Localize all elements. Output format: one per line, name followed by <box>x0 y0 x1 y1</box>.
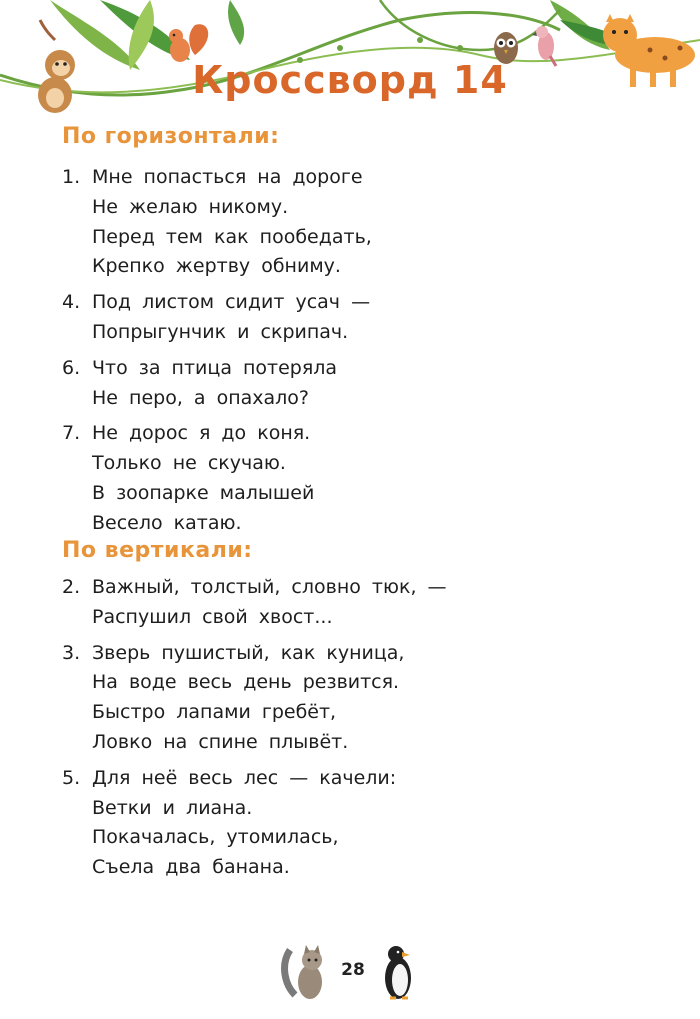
riddle-line <box>62 823 447 853</box>
riddle-indent <box>62 479 92 509</box>
riddle-line <box>62 509 372 539</box>
riddle-text: Зверь пушистый, как куница, <box>92 641 405 664</box>
across-riddles <box>62 163 372 545</box>
riddle-line <box>62 853 447 883</box>
riddle-indent <box>62 509 92 539</box>
riddle-number: 2. <box>62 576 81 598</box>
riddle-line <box>62 668 447 698</box>
riddle-line <box>62 764 447 794</box>
riddle-text: Важный, толстый, словно тюк, — <box>92 576 447 598</box>
riddle-line <box>62 223 372 253</box>
riddle-text: Ветки и лиана. <box>92 796 253 819</box>
riddle-text: Перед тем как пообедать, <box>92 225 372 248</box>
riddle-line <box>62 354 372 384</box>
page-number: 28 <box>341 960 365 980</box>
riddle-line <box>62 794 447 824</box>
riddle-4 <box>62 288 372 348</box>
riddle-indent <box>62 603 92 633</box>
riddle-7 <box>62 419 372 538</box>
riddle-text: На воде весь день резвится. <box>92 671 400 694</box>
riddle-6 <box>62 354 372 414</box>
across-heading: По горизонтали: <box>62 124 280 149</box>
riddle-indent <box>62 449 92 479</box>
riddle-line <box>62 252 372 282</box>
riddle-indent <box>62 668 92 698</box>
squirrel-icon <box>169 24 208 62</box>
riddle-line <box>62 193 372 223</box>
riddle-indent <box>62 794 92 824</box>
riddle-indent <box>62 384 92 414</box>
riddle-1 <box>62 163 372 282</box>
riddle-number: 1. <box>62 166 81 188</box>
riddle-text: Ловко на спине плывёт. <box>92 730 349 753</box>
riddle-number: 4. <box>62 291 81 314</box>
down-riddles <box>62 573 447 889</box>
riddle-indent <box>62 252 92 282</box>
riddle-text: Не перо, а опахало? <box>92 386 310 409</box>
riddle-indent <box>62 728 92 758</box>
riddle-line <box>62 384 372 414</box>
page-title: Кроссворд 14 <box>192 58 508 102</box>
riddle-text: Что за птица потеряла <box>92 356 338 379</box>
riddle-indent <box>62 223 92 253</box>
riddle-indent <box>62 853 92 883</box>
riddle-text: Для неё весь лес — качели: <box>92 766 397 789</box>
riddle-text: Попрыгунчик и скрипач. <box>92 320 349 343</box>
riddle-line <box>62 479 372 509</box>
riddle-text: Не желаю никому. <box>92 195 289 218</box>
riddle-number: 5. <box>62 766 81 789</box>
down-heading: По вертикали: <box>62 538 253 563</box>
riddle-text: В зоопарке малышей <box>92 481 315 504</box>
riddle-line <box>62 163 372 193</box>
riddle-text: Покачалась, утомилась, <box>92 826 339 849</box>
riddle-text: Под листом сидит усач — <box>92 291 371 314</box>
riddle-indent <box>62 193 92 223</box>
riddle-line <box>62 449 372 479</box>
riddle-line <box>62 603 447 633</box>
riddle-line <box>62 698 447 728</box>
riddle-text: Мне попасться на дороге <box>92 166 363 188</box>
riddle-text: Крепко жертву обниму. <box>92 255 341 278</box>
riddle-line <box>62 318 372 348</box>
riddle-line <box>62 639 447 669</box>
riddle-text: Съела два банана. <box>92 856 290 879</box>
riddle-text: Распушил свой хвост... <box>92 605 333 628</box>
riddle-line <box>62 573 447 603</box>
riddle-text: Весело катаю. <box>92 511 242 534</box>
riddle-line <box>62 728 447 758</box>
riddle-indent <box>62 318 92 348</box>
riddle-line <box>62 288 372 318</box>
riddle-5 <box>62 764 447 883</box>
riddle-text: Не дорос я до коня. <box>92 422 311 445</box>
riddle-indent <box>62 823 92 853</box>
raccoon-icon <box>280 940 330 1002</box>
riddle-line <box>62 419 372 449</box>
riddle-number: 3. <box>62 641 81 664</box>
riddle-text: Быстро лапами гребёт, <box>92 701 337 724</box>
riddle-number: 7. <box>62 422 81 445</box>
riddle-number: 6. <box>62 356 81 379</box>
penguin-icon <box>378 942 418 1002</box>
riddle-text: Только не скучаю. <box>92 452 286 475</box>
riddle-3 <box>62 639 447 758</box>
riddle-indent <box>62 698 92 728</box>
riddle-2 <box>62 573 447 633</box>
